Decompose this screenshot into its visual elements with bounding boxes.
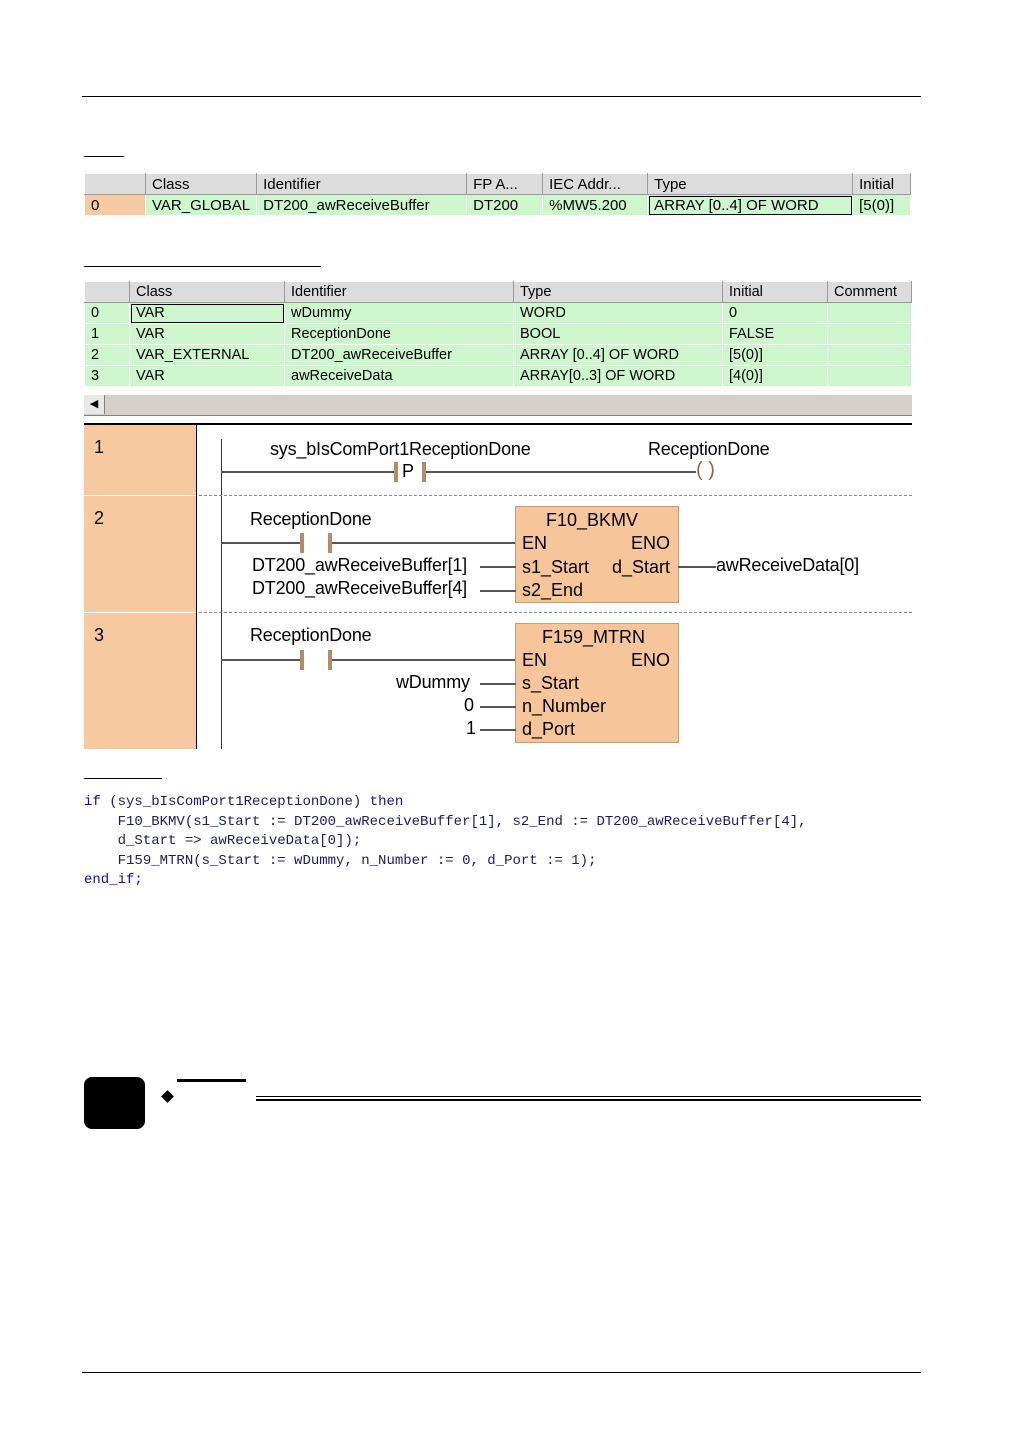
horizontal-scrollbar[interactable] (84, 394, 912, 416)
cell-class[interactable]: VAR_EXTERNAL (130, 345, 285, 366)
rung1-contact-label: sys_bIsComPort1ReceptionDone (270, 439, 531, 459)
cell-comment[interactable] (828, 366, 912, 387)
left-power-rail-border (196, 425, 197, 749)
rung1-p-label: P (402, 461, 414, 481)
code-keyword: then (369, 794, 404, 810)
cell-class[interactable]: VAR (130, 366, 285, 387)
rung1-contact-left[interactable] (394, 462, 398, 482)
code-keyword: if (84, 794, 101, 810)
table-header-row (85, 174, 911, 195)
rung2-input2-label: DT200_awReceiveBuffer[4] (252, 578, 467, 598)
col-class[interactable]: Class (146, 174, 257, 195)
cell-initial[interactable]: FALSE (723, 324, 828, 345)
ladder-diagram[interactable] (84, 423, 912, 749)
rung3-input1-label: wDummy (396, 672, 470, 692)
col-iec-address[interactable]: IEC Addr... (543, 174, 648, 195)
cell-comment[interactable] (828, 303, 912, 324)
pin-eno: ENO (630, 533, 670, 553)
pin-d-start: d_Start (611, 557, 670, 577)
rung2-input1-label: DT200_awReceiveBuffer[1] (252, 555, 467, 575)
rung3-contact-left[interactable] (300, 650, 304, 670)
table-row[interactable] (85, 303, 912, 324)
table-header-row (85, 282, 912, 303)
cell-type[interactable]: BOOL (514, 324, 723, 345)
col-identifier[interactable]: Identifier (257, 174, 467, 195)
rung2-output-label: awReceiveData[0] (716, 555, 859, 575)
rung3-wire (221, 659, 301, 661)
rung2-wire (221, 542, 301, 544)
col-class[interactable]: Class (130, 282, 285, 303)
section-underline-st (84, 778, 162, 779)
rung-number-2: 2 (84, 496, 197, 612)
table-row[interactable] (85, 345, 912, 366)
scroll-left-button[interactable]: ◀ (84, 395, 105, 414)
cell-iec-address[interactable]: %MW5.200 (543, 195, 648, 216)
note-rule (256, 1099, 921, 1101)
rung3-wire (332, 659, 516, 661)
table-row[interactable] (85, 195, 911, 216)
rung3-wire (480, 729, 516, 731)
block-title: F159_MTRN (542, 627, 646, 647)
cell-identifier[interactable]: DT200_awReceiveBuffer (257, 195, 467, 216)
rung1-wire (426, 471, 696, 473)
row-index: 0 (85, 303, 130, 324)
cell-type[interactable]: ARRAY [0..4] OF WORD (648, 195, 853, 216)
cell-initial[interactable]: [5(0)] (853, 195, 911, 216)
section-underline-gvl (84, 156, 124, 157)
table-row[interactable] (85, 324, 912, 345)
function-block-f10-bkmv[interactable] (515, 506, 679, 603)
code-keyword: end_if; (84, 872, 143, 888)
col-identifier[interactable]: Identifier (285, 282, 514, 303)
col-index (85, 282, 130, 303)
rung-separator (199, 495, 912, 496)
col-index (85, 174, 146, 195)
code-line: d_Start => awReceiveData[0]); (117, 833, 362, 849)
col-comment[interactable]: Comment (828, 282, 912, 303)
row-index: 3 (85, 366, 130, 387)
pin-eno: ENO (630, 650, 670, 670)
note-heading-underline (177, 1079, 246, 1082)
rung1-coil-label: ReceptionDone (648, 439, 770, 459)
pou-variable-table[interactable] (84, 281, 912, 387)
rung2-wire (480, 590, 516, 592)
pin-d-port: d_Port (522, 719, 576, 739)
cell-type[interactable]: ARRAY[0..3] OF WORD (514, 366, 723, 387)
rung3-input3-label: 1 (466, 718, 476, 738)
pin-s-start: s_Start (522, 673, 580, 693)
pin-en: EN (522, 533, 548, 553)
block-title: F10_BKMV (546, 510, 639, 530)
code-line: F159_MTRN(s_Start := wDummy, n_Number := 0, d_Port := 1); (117, 852, 597, 869)
rung3-contact-label: ReceptionDone (250, 625, 372, 645)
rung1-coil[interactable]: ( ) (696, 459, 715, 481)
section-underline-pou-header (84, 266, 321, 267)
row-index: 0 (85, 195, 146, 216)
col-initial[interactable]: Initial (853, 174, 911, 195)
function-block-f159-mtrn[interactable] (515, 623, 679, 743)
cell-identifier[interactable]: DT200_awReceiveBuffer (285, 345, 514, 366)
note-rule (256, 1096, 921, 1097)
rung-number-3: 3 (84, 613, 197, 749)
left-power-rail (221, 439, 222, 749)
pin-s1-start: s1_Start (522, 557, 590, 577)
cell-class[interactable]: VAR (130, 324, 285, 345)
pin-en: EN (522, 650, 548, 670)
rung3-wire (480, 706, 516, 708)
cell-initial[interactable]: [4(0)] (723, 366, 828, 387)
global-variable-table[interactable] (84, 173, 911, 216)
cell-type[interactable]: ARRAY [0..4] OF WORD (514, 345, 723, 366)
pin-s2-end: s2_End (522, 580, 584, 600)
col-initial[interactable]: Initial (723, 282, 828, 303)
code-condition: (sys_bIsComPort1ReceptionDone) (109, 794, 362, 810)
rung2-contact-left[interactable] (300, 533, 304, 553)
note-icon (84, 1077, 145, 1129)
rung-separator (199, 612, 912, 613)
header-rule (82, 96, 921, 97)
col-type[interactable]: Type (648, 174, 853, 195)
rung2-contact-label: ReceptionDone (250, 509, 372, 529)
cell-type[interactable]: WORD (514, 303, 723, 324)
cell-identifier[interactable]: ReceptionDone (285, 324, 514, 345)
cell-identifier[interactable]: awReceiveData (285, 366, 514, 387)
rung3-wire (480, 683, 516, 685)
col-type[interactable]: Type (514, 282, 723, 303)
rung1-wire (221, 471, 396, 473)
row-index: 1 (85, 324, 130, 345)
rung2-wire (332, 542, 516, 544)
cell-fp-address[interactable]: DT200 (467, 195, 543, 216)
row-index: 2 (85, 345, 130, 366)
rung3-input2-label: 0 (464, 695, 474, 715)
footer-rule (82, 1372, 921, 1373)
cell-class[interactable]: VAR (130, 303, 285, 324)
cell-initial[interactable]: [5(0)] (723, 345, 828, 366)
code-line: F10_BKMV(s1_Start := DT200_awReceiveBuffer[1], s2_End := DT200_awReceiveBuffer[4], (117, 813, 807, 830)
bullet-diamond-icon (161, 1090, 174, 1103)
cell-identifier[interactable]: wDummy (285, 303, 514, 324)
table-row[interactable] (85, 366, 912, 387)
rung-number-1: 1 (84, 425, 197, 495)
col-fp-address[interactable]: FP A... (467, 174, 543, 195)
rung2-wire (480, 566, 516, 568)
st-code-block (84, 793, 807, 891)
cell-comment[interactable] (828, 324, 912, 345)
rung2-wire (678, 566, 716, 568)
cell-comment[interactable] (828, 345, 912, 366)
cell-class[interactable]: VAR_GLOBAL (146, 195, 257, 216)
pin-n-number: n_Number (522, 696, 607, 716)
cell-initial[interactable]: 0 (723, 303, 828, 324)
